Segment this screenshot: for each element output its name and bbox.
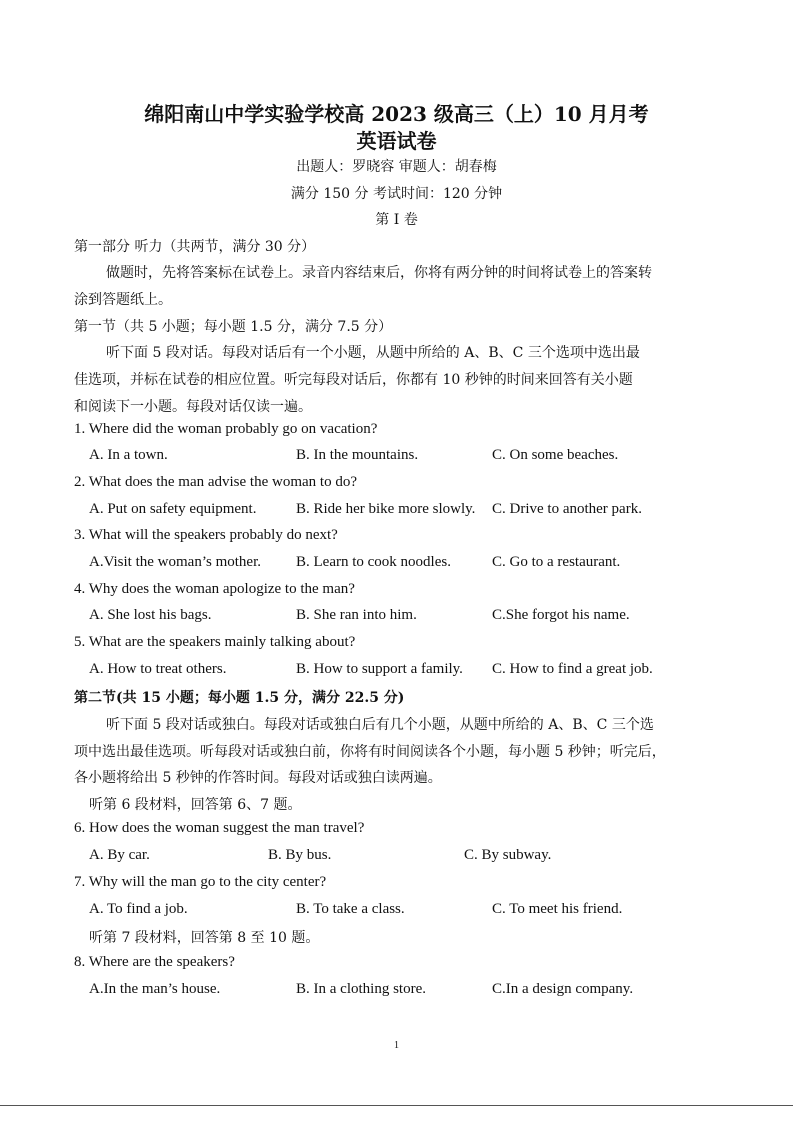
option-c: C. Go to a restaurant. xyxy=(492,554,621,570)
option-b: B. In the mountains. xyxy=(296,447,419,463)
section1-instruction-line3: 和阅读下一小题。每段对话仅读一遍。 xyxy=(74,399,312,415)
option-c: C. On some beaches. xyxy=(492,447,619,463)
section2-instruction-line1: 听下面 5 段对话或独白。每段对话或独白后有几个小题，从题中所给的 A、B、C 三个选 xyxy=(106,717,654,733)
question-stem: 4. Why does the woman apologize to the man? xyxy=(74,581,355,597)
question-stem: 5. What are the speakers mainly talking about? xyxy=(74,634,356,650)
option-c: C. Drive to another park. xyxy=(492,501,642,517)
option-a: A. She lost his bags. xyxy=(89,607,212,623)
question-stem: 7. Why will the man go to the city center? xyxy=(74,874,327,890)
option-b: B. In a clothing store. xyxy=(296,981,426,997)
part1-intro-line2: 涂到答题纸上。 xyxy=(74,292,172,308)
option-a: A. How to treat others. xyxy=(89,661,227,677)
section2-heading: 第二节(共 15 小题；每小题 1.5 分，满分 22.5 分) xyxy=(74,690,405,706)
exam-volume: 第 I 卷 xyxy=(375,212,418,228)
footer-divider xyxy=(0,1105,793,1106)
exam-subject-title: 英语试卷 xyxy=(356,129,437,153)
option-b: B. Ride her bike more slowly. xyxy=(296,501,476,517)
exam-authors: 出题人：罗晓容 审题人：胡春梅 xyxy=(296,159,497,175)
part1-heading: 第一部分 听力（共两节，满分 30 分） xyxy=(74,239,316,255)
question-stem: 2. What does the man advise the woman to do? xyxy=(74,474,357,490)
option-a: A. Put on safety equipment. xyxy=(89,501,257,517)
part1-intro-line1: 做题时，先将答案标在试卷上。录音内容结束后，你将有两分钟的时间将试卷上的答案转 xyxy=(106,265,652,281)
exam-title: 绵阳南山中学实验学校高 2023 级高三（上）10 月月考 xyxy=(144,102,649,126)
option-c: C.In a design company. xyxy=(492,981,634,997)
option-a: A. By car. xyxy=(89,847,150,863)
option-a: A.In the man’s house. xyxy=(89,981,221,997)
section2-instruction-line2: 项中选出最佳选项。听每段对话或独白前，你将有时间阅读各个小题，每小题 5 秒钟；听完后， xyxy=(74,744,666,760)
question-stem: 8. Where are the speakers? xyxy=(74,954,235,970)
page-number: 1 xyxy=(394,1040,399,1051)
option-b: B. She ran into him. xyxy=(296,607,417,623)
section1-instruction-line1: 听下面 5 段对话。每段对话后有一个小题，从题中所给的 A、B、C 三个选项中选出最 xyxy=(106,345,640,361)
option-b: B. To take a class. xyxy=(296,901,405,917)
question-stem: 3. What will the speakers probably do next? xyxy=(74,527,338,543)
option-a: A. To find a job. xyxy=(89,901,188,917)
option-c: C.She forgot his name. xyxy=(492,607,630,623)
option-b: B. By bus. xyxy=(268,847,332,863)
material-7-note: 听第 7 段材料，回答第 8 至 10 题。 xyxy=(89,930,320,946)
option-b: B. How to support a family. xyxy=(296,661,463,677)
option-c: C. By subway. xyxy=(464,847,552,863)
section2-instruction-line3: 各小题将给出 5 秒钟的作答时间。每段对话或独白读两遍。 xyxy=(74,770,442,786)
section1-heading: 第一节（共 5 小题；每小题 1.5 分，满分 7.5 分） xyxy=(74,319,393,335)
option-c: C. How to find a great job. xyxy=(492,661,653,677)
option-c: C. To meet his friend. xyxy=(492,901,623,917)
option-a: A.Visit the woman’s mother. xyxy=(89,554,262,570)
section1-instruction-line2: 佳选项，并标在试卷的相应位置。听完每段对话后，你都有 10 秒钟的时间来回答有关小题 xyxy=(74,372,633,388)
exam-score-time: 满分 150 分 考试时间：120 分钟 xyxy=(290,186,503,202)
question-stem: 6. How does the woman suggest the man travel? xyxy=(74,820,365,836)
option-b: B. Learn to cook noodles. xyxy=(296,554,451,570)
option-a: A. In a town. xyxy=(89,447,168,463)
question-stem: 1. Where did the woman probably go on vacation? xyxy=(74,421,378,437)
material-6-note: 听第 6 段材料，回答第 6、7 题。 xyxy=(89,797,302,813)
